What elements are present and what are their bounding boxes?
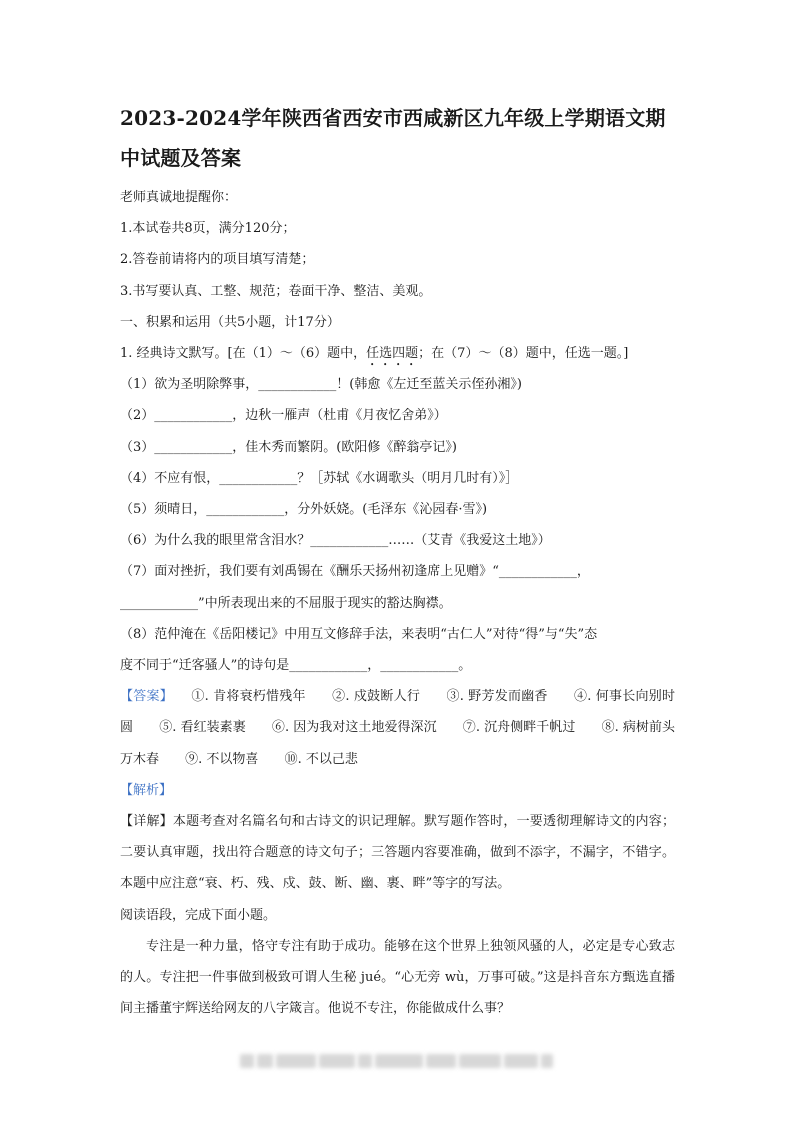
reminder-item-2: 2.答卷前请将内的项目填写清楚； <box>120 252 315 268</box>
title-line-1: 2023-2024学年陕西省西安市西咸新区九年级上学期语文期 <box>120 106 666 130</box>
title-line-2: 中试题及答案 <box>120 146 242 170</box>
section-1-heading: 一、积累和运用（共5小题，计17分） <box>120 314 340 330</box>
answer-item-9: ⑨. 不以物喜 <box>185 751 259 767</box>
question-1-item-4: （4）不应有恨，____________？［苏轼《水调歌头（明月几时有）》］ <box>120 470 519 486</box>
question-1-item-1: （1）欲为圣明除弊事，____________！(韩愈《左迁至蓝关示侄孙湘》) <box>120 377 522 393</box>
question-1-item-8-line-2: 度不同于“迁客骚人”的诗句是____________，____________。 <box>120 658 472 674</box>
detail-text: 本题考查对名篇名句和古诗文的识记理解。默写题作答时，一要透彻理解诗文的内容；二要认真审题，找出符合题意的诗文句子；三答题内容要准确，做到不添字，不漏字，不错字。本题中应注意“衰、朽、残、戍、鼓、断、幽、裹、畔”等字的写法。 <box>120 814 675 892</box>
question-1-prefix: 1. 经典诗文默写。[在（1）～（6）题中， <box>120 346 367 362</box>
detail-label: 【详解】 <box>120 814 173 830</box>
answer-item-6: ⑥. 因为我对这土地爱得深沉 <box>271 720 437 736</box>
question-1-item-2: （2）____________，边秋一雁声（杜甫《月夜忆舍弟》） <box>120 408 447 424</box>
question-1-item-3: （3）____________，佳木秀而繁阴。(欧阳修《醉翁亭记》) <box>120 439 457 455</box>
answer-item-4: ④. 何事长向别时圆 <box>120 689 675 736</box>
reminder-item-3: 3.书写要认真、工整、规范；卷面干净、整洁、美观。 <box>120 283 432 299</box>
reminder-item-1: 1.本试卷共8页，满分120分； <box>120 221 296 237</box>
question-1-suffix: ；在（7）～（8）题中，任选一题。] <box>418 346 629 362</box>
answer-label: 【答案】 <box>120 689 173 705</box>
question-1-item-7-line-2: ____________”中所表现出来的不屈服于现实的豁达胸襟。 <box>120 595 452 611</box>
analysis-detail <box>120 806 675 900</box>
reading-instruction: 阅读语段，完成下面小题。 <box>120 907 277 923</box>
question-1-item-7-line-1: （7）面对挫折，我们要有刘禹锡在《酬乐天扬州初逢席上见赠》“____________， <box>120 564 590 580</box>
document-body <box>120 98 675 1024</box>
answer-item-2: ②. 戍鼓断人行 <box>332 689 421 705</box>
question-1-item-6: （6）为什么我的眼里常含泪水？____________……（艾青《我爱这土地》） <box>120 533 551 549</box>
question-1-item-5: （5）须晴日，____________，分外妖娆。(毛泽东《沁园春·雪》) <box>120 502 488 518</box>
answer-item-1: ①. 肯将衰朽惜残年 <box>191 689 306 705</box>
question-1-stem <box>120 338 675 369</box>
document-title <box>120 98 675 178</box>
answer-item-5: ⑤. 看红装素裹 <box>159 720 246 736</box>
blurred-footer-watermark <box>240 1054 555 1068</box>
answer-item-10: ⑩. 不以己悲 <box>284 751 358 767</box>
answer-block <box>120 681 675 775</box>
answer-item-8: ⑧. 病树前头万木春 <box>120 720 676 767</box>
reading-paragraph: 专注是一种力量，恪守专注有助于成功。能够在这个世界上独领风骚的人，必定是专心致志的人。专注把一件事做到极致可谓人生秘 jué。“心无旁 wù，万事可破。”这是抖音东方甄选直播间主播董宇辉送给网友的八字箴言。他说不专注，你能做成什么事？ <box>120 938 675 1017</box>
analysis-label: 【解析】 <box>120 782 173 798</box>
answer-item-7: ⑦. 沉舟侧畔千帆过 <box>462 720 576 736</box>
question-1-item-8-line-1: （8）范仲淹在《岳阳楼记》中用互文修辞手法，来表明“古仁人”对待“得”与“失”态 <box>120 626 598 642</box>
answer-item-3: ③. 野芳发而幽香 <box>446 689 548 705</box>
reminder-heading: 老师真诚地提醒你： <box>120 190 238 205</box>
question-1-emphasis: 任选四题 <box>366 346 419 362</box>
